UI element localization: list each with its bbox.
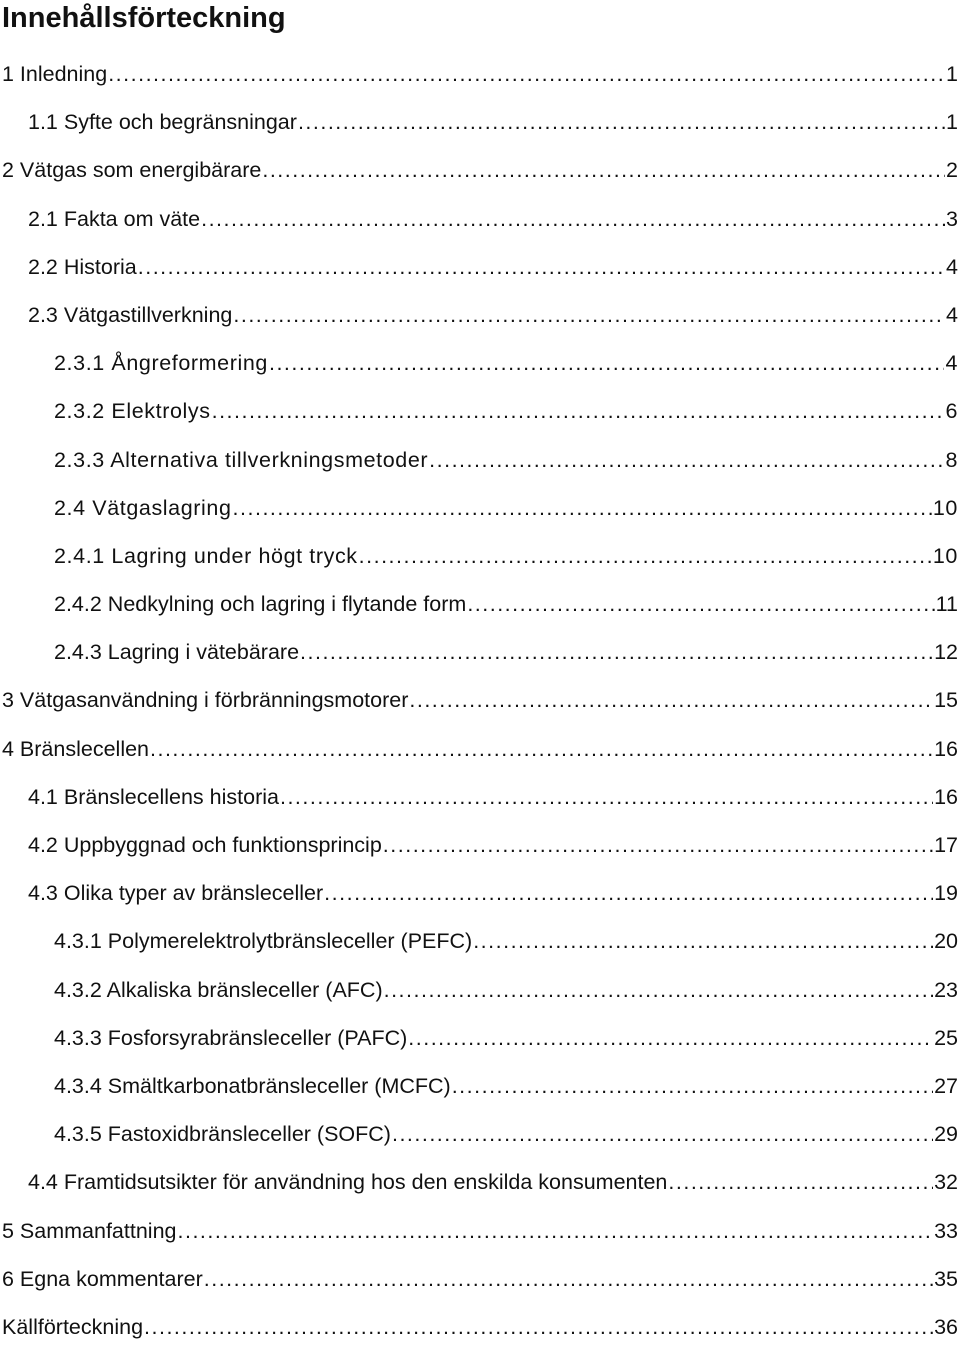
toc-entry[interactable] [0, 1303, 960, 1351]
toc-entry-text[interactable]: 5 Sammanfattning [2, 1218, 177, 1243]
dot-leader [212, 387, 945, 435]
toc-entry-text[interactable]: 2 Vätgas som energibärare [2, 158, 262, 183]
toc-page-number[interactable]: 4 [945, 351, 958, 376]
toc-page-number[interactable]: 36 [934, 1314, 958, 1339]
dot-leader [108, 50, 945, 98]
toc-entry-text[interactable]: 4.3.2 Alkaliska bränsleceller (AFC) [54, 977, 383, 1002]
dot-leader [150, 725, 933, 773]
dot-leader [383, 821, 933, 869]
toc-entry-text[interactable]: 1.1 Syfte och begränsningar [28, 110, 297, 135]
toc-page-number[interactable]: 35 [934, 1266, 958, 1291]
toc-entry-text[interactable]: 4.4 Framtidsutsikter för användning hos den enskilda konsumenten [28, 1170, 668, 1195]
toc-entry-text[interactable]: Källförteckning [2, 1314, 144, 1339]
toc-page-number[interactable]: 15 [934, 688, 958, 713]
toc-page-number[interactable]: 27 [934, 1073, 958, 1098]
toc-entry[interactable] [0, 725, 960, 773]
dot-leader [467, 580, 934, 628]
toc-page-number[interactable]: 12 [934, 640, 958, 665]
toc-entry[interactable] [0, 773, 960, 821]
toc-entry[interactable] [0, 1207, 960, 1255]
toc-page-number[interactable]: 1 [946, 62, 958, 86]
toc-entry[interactable] [0, 50, 960, 98]
dot-leader [280, 773, 933, 821]
toc-entry[interactable] [0, 1014, 960, 1062]
toc-entry[interactable] [0, 821, 960, 869]
toc-list [0, 50, 960, 1351]
toc-entry[interactable] [0, 98, 960, 146]
toc-entry[interactable] [0, 291, 960, 339]
toc-entry-text[interactable]: 2.3.3 Alternativa tillverkningsmetoder [54, 447, 429, 472]
toc-page-number[interactable]: 33 [934, 1218, 958, 1243]
toc-entry[interactable] [0, 869, 960, 917]
toc-entry[interactable] [0, 387, 960, 435]
toc-entry[interactable] [0, 917, 960, 965]
toc-page-number[interactable]: 6 [945, 399, 958, 424]
toc-entry[interactable] [0, 628, 960, 676]
toc-entry-text[interactable]: 4.3.3 Fosforsyrabränsleceller (PAFC) [54, 1025, 408, 1050]
toc-page-number[interactable]: 17 [934, 833, 958, 857]
dot-leader [138, 243, 945, 291]
toc-page-number[interactable]: 16 [934, 784, 958, 809]
toc-entry[interactable] [0, 1255, 960, 1303]
dot-leader [178, 1207, 934, 1255]
dot-leader [269, 339, 944, 387]
toc-page-number[interactable]: 4 [946, 302, 958, 327]
toc-entry-text[interactable]: 2.3.1 Ångreformering [54, 351, 268, 376]
dot-leader [409, 676, 933, 724]
toc-entry-text[interactable]: 2.2 Historia [28, 254, 137, 279]
dot-leader [359, 532, 932, 580]
toc-entry[interactable] [0, 1062, 960, 1110]
toc-page-number[interactable]: 29 [934, 1122, 958, 1147]
dot-leader [233, 291, 945, 339]
toc-entry[interactable] [0, 339, 960, 387]
toc-entry-text[interactable]: 4.3.4 Smältkarbonatbränsleceller (MCFC) [54, 1073, 451, 1098]
dot-leader [392, 1110, 933, 1158]
dot-leader [233, 484, 932, 532]
toc-page-number[interactable]: 23 [934, 977, 958, 1002]
dot-leader [324, 869, 933, 917]
toc-entry[interactable] [0, 580, 960, 628]
dot-leader [298, 98, 945, 146]
toc-entry[interactable] [0, 1158, 960, 1206]
toc-entry-text[interactable]: 2.4.3 Lagring i vätebärare [54, 640, 300, 665]
toc-page-number[interactable]: 11 [935, 592, 958, 617]
toc-entry-text[interactable]: 1 Inledning [2, 62, 108, 86]
dot-leader [204, 1255, 933, 1303]
dot-leader [201, 195, 945, 243]
toc-entry-text[interactable]: 4.1 Bränslecellens historia [28, 784, 279, 809]
dot-leader [668, 1158, 933, 1206]
toc-entry[interactable] [0, 243, 960, 291]
toc-entry-text[interactable]: 2.4.1 Lagring under högt tryck [54, 543, 358, 568]
toc-entry-text[interactable]: 2.3.2 Elektrolys [54, 399, 211, 424]
toc-entry-text[interactable]: 3 Vätgasanvändning i förbränningsmotorer [2, 688, 409, 713]
toc-page-number[interactable]: 4 [946, 254, 958, 279]
dot-leader [384, 966, 933, 1014]
toc-page-number[interactable]: 3 [946, 206, 958, 231]
dot-leader [144, 1303, 933, 1351]
toc-entry-text[interactable]: 4.3.5 Fastoxidbränsleceller (SOFC) [54, 1122, 391, 1147]
toc-entry[interactable] [0, 436, 960, 484]
toc-entry[interactable] [0, 1110, 960, 1158]
toc-page-number[interactable]: 19 [934, 881, 958, 906]
toc-entry[interactable] [0, 484, 960, 532]
dot-leader [429, 436, 944, 484]
dot-leader [408, 1014, 933, 1062]
toc-entry-text[interactable]: 4.3.1 Polymerelektrolytbränsleceller (PEFC) [54, 929, 473, 954]
toc-title: Innehållsförteckning [2, 2, 286, 34]
toc-entry-text[interactable]: 2.4.2 Nedkylning och lagring i flytande form [54, 592, 467, 617]
toc-entry-text[interactable]: 6 Egna kommentarer [2, 1266, 203, 1291]
toc-entry[interactable] [0, 532, 960, 580]
toc-page-number[interactable]: 32 [934, 1170, 958, 1195]
toc-entry[interactable] [0, 966, 960, 1014]
toc-page-number[interactable]: 2 [946, 158, 958, 183]
dot-leader [300, 628, 933, 676]
toc-entry[interactable] [0, 195, 960, 243]
toc-page-number[interactable]: 8 [945, 447, 958, 472]
toc-entry-text[interactable]: 2.4 Vätgaslagring [54, 495, 232, 520]
toc-page-number[interactable]: 20 [934, 929, 958, 954]
toc-entry-text[interactable]: 2.1 Fakta om väte [28, 206, 201, 231]
toc-page-number[interactable]: 25 [934, 1025, 958, 1050]
dot-leader [452, 1062, 933, 1110]
toc-entry[interactable] [0, 676, 960, 724]
toc-page-number[interactable]: 10 [932, 495, 958, 520]
toc-page-number[interactable]: 1 [946, 110, 958, 135]
toc-page-number[interactable]: 16 [934, 736, 958, 761]
toc-entry-text[interactable]: 4.2 Uppbyggnad och funktionsprincip [28, 833, 382, 857]
dot-leader [262, 146, 945, 194]
toc-entry-text[interactable]: 4.3 Olika typer av bränsleceller [28, 881, 324, 906]
toc-entry-text[interactable]: 2.3 Vätgastillverkning [28, 302, 233, 327]
dot-leader [473, 917, 933, 965]
toc-entry-text[interactable]: 4 Bränslecellen [2, 736, 150, 761]
toc-page-number[interactable]: 10 [932, 543, 958, 568]
toc-entry[interactable] [0, 146, 960, 194]
